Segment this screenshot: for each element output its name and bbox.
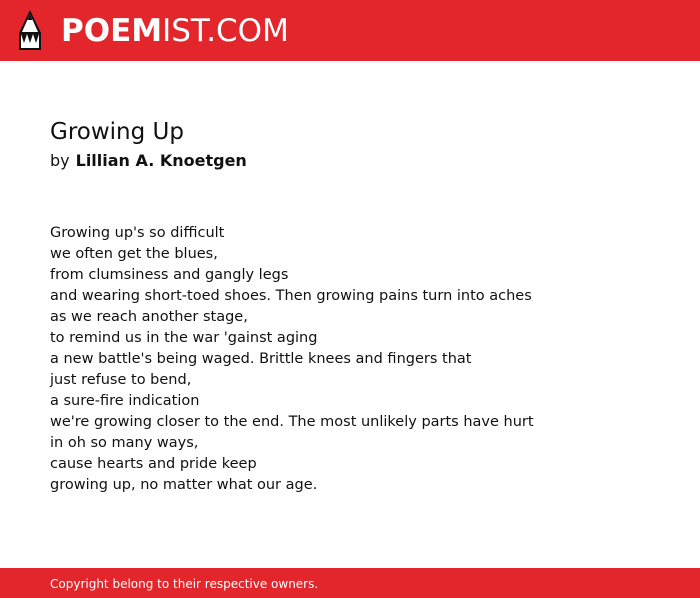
poem-line: a new battle's being waged. Brittle knees and fingers that bbox=[50, 351, 472, 367]
logo-text-bold: POEM bbox=[61, 13, 163, 49]
logo-text-light: IST.COM bbox=[162, 13, 289, 49]
poem-line: growing up, no matter what our age. bbox=[50, 477, 318, 493]
poem-content bbox=[50, 117, 670, 496]
poem-title: Growing Up bbox=[50, 119, 184, 145]
copyright-text: Copyright belong to their respective owners. bbox=[50, 577, 319, 591]
poem-line: cause hearts and pride keep bbox=[50, 456, 257, 472]
poem-line: as we reach another stage, bbox=[50, 309, 248, 325]
pencil-tip-icon[interactable] bbox=[17, 10, 43, 52]
poem-body bbox=[50, 223, 670, 496]
poem-line: Growing up's so difficult bbox=[50, 225, 225, 241]
site-footer bbox=[0, 568, 700, 598]
poem-line: just refuse to bend, bbox=[50, 372, 192, 388]
poem-line: in oh so many ways, bbox=[50, 435, 199, 451]
author-name[interactable]: Lillian A. Knoetgen bbox=[75, 151, 247, 170]
site-header bbox=[0, 0, 700, 61]
poem-line: we often get the blues, bbox=[50, 246, 218, 262]
poem-line: a sure-fire indication bbox=[50, 393, 200, 409]
byline bbox=[50, 150, 670, 172]
by-label: by bbox=[50, 151, 70, 170]
poem-line: and wearing short-toed shoes. Then growing pains turn into aches bbox=[50, 288, 532, 304]
poem-line: from clumsiness and gangly legs bbox=[50, 267, 289, 283]
site-logo[interactable] bbox=[61, 11, 289, 51]
poem-line: we're growing closer to the end. The most unlikely parts have hurt bbox=[50, 414, 534, 430]
poem-line: to remind us in the war 'gainst aging bbox=[50, 330, 318, 346]
